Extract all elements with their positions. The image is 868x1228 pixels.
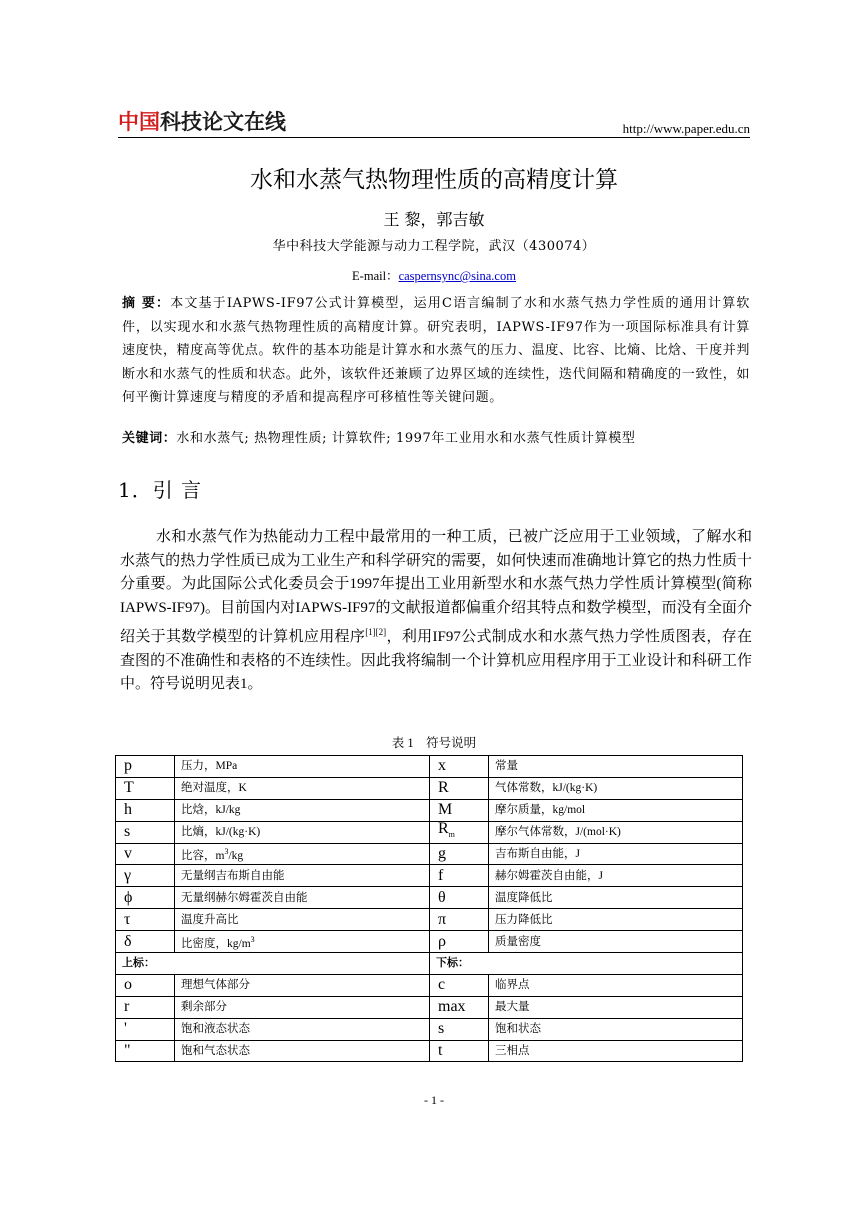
description: 无量纲吉布斯自由能 [181, 869, 285, 882]
symbol-cell [430, 865, 489, 887]
description: 气体常数，kJ/(kg·K) [495, 782, 598, 795]
unit-superscript: 3 [250, 934, 255, 944]
subscript-header-cell [430, 953, 743, 975]
symbol: ' [124, 1020, 127, 1038]
description: 温度升高比 [181, 913, 239, 926]
abstract-label: 摘 要： [122, 296, 171, 311]
symbol-cell [116, 821, 175, 843]
description-cell [175, 799, 430, 821]
table-row [116, 843, 743, 865]
description-cell [489, 865, 743, 887]
abstract [122, 292, 750, 410]
symbol-cell [116, 974, 175, 996]
symbol: R [438, 820, 449, 838]
symbol: τ [124, 910, 131, 928]
table-row [116, 1040, 743, 1062]
symbol: r [124, 998, 130, 1016]
description: 质量密度 [495, 935, 541, 948]
table-row [116, 777, 743, 799]
description: 饱和状态 [495, 1023, 541, 1036]
description-cell [489, 974, 743, 996]
intro-paragraph [120, 526, 752, 697]
description: 饱和气态状态 [181, 1045, 250, 1058]
paper-affiliation: 华中科技大学能源与动力工程学院，武汉（430074） [272, 239, 596, 254]
symbol: o [124, 976, 132, 994]
description-cell [489, 843, 743, 865]
description: 温度降低比 [495, 891, 553, 904]
description-cell [175, 996, 430, 1018]
table-row [116, 821, 743, 843]
description-cell [489, 887, 743, 909]
description-cell [175, 887, 430, 909]
abstract-text: 本文基于IAPWS-IF97公式计算模型，运用C语言编制了水和水蒸气热力学性质的通用计算软件，以实现水和水蒸气热物理性质的高精度计算。研究表明，IAPWS-IF97作为一项国际标准具有计算速度快，精度高等优点。软件的基本功能是计算水和水蒸气的压力、温度、比容、比熵、比焓、干度并判断水和水蒸气的性质和状态。此外，该软件还兼顾了边界区域的连续性，迭代间隔和精确度的一致性，如何平衡计算速度与精度的矛盾和提高程序可移植性等关键问题。 [122, 296, 750, 405]
description-cell [175, 974, 430, 996]
logo-red-text: 中国 [118, 110, 160, 134]
symbol-cell [116, 799, 175, 821]
email-label: E-mail： [352, 269, 399, 283]
superscript-header-label: 上标： [122, 956, 155, 970]
superscript-header-cell [116, 953, 430, 975]
symbol: t [438, 1042, 443, 1060]
header-divider [118, 137, 750, 138]
symbol-cell [430, 909, 489, 931]
symbol: p [124, 757, 132, 775]
description: 比熵，kJ/(kg·K) [181, 826, 261, 839]
symbol-cell [430, 1018, 489, 1040]
description: 饱和液态状态 [181, 1023, 250, 1036]
symbol-cell [430, 974, 489, 996]
symbol-cell [430, 843, 489, 865]
table-row [116, 1018, 743, 1040]
symbol-cell [430, 756, 489, 778]
symbol: s [438, 1020, 445, 1038]
description: 比密度，kg/m [181, 937, 251, 950]
symbol-cell [430, 777, 489, 799]
table-row [116, 865, 743, 887]
description-cell [489, 756, 743, 778]
description: 无量纲赫尔姆霍茨自由能 [181, 891, 308, 904]
symbol-cell [116, 931, 175, 953]
symbol-subscript: m [448, 830, 455, 840]
symbol-cell [430, 799, 489, 821]
symbol-cell [116, 843, 175, 865]
symbol: x [438, 757, 446, 775]
table-row [116, 799, 743, 821]
intro-text-part1: 水和水蒸气作为热能动力工程中最常用的一种工质，已被广泛应用于工业领域，了解水和水蒸气的热力学性质已成为工业生产和科学研究的需要，如何快速而准确地计算它的热力性质十分重要。为此国际公式化委员会于1997年提出工业用新型水和水蒸气热力学性质计算模型(简称IAPWS-IF97)。目前国内对IAPWS-IF97的文献报道都偏重介绍其特点和数学模型，而没有全面介绍关于其数学模型的计算机应用程序 [120, 529, 752, 645]
symbol: s [124, 823, 131, 841]
journal-logo [118, 110, 286, 134]
symbol-cell [116, 777, 175, 799]
description: 临界点 [495, 979, 530, 992]
description: 摩尔气体常数，J/(mol·K) [495, 826, 621, 839]
description: 压力，MPa [181, 760, 238, 773]
table-row [116, 756, 743, 778]
symbol: " [124, 1042, 131, 1060]
description-cell [489, 996, 743, 1018]
unit-tail: /kg [228, 849, 244, 862]
description-cell [175, 821, 430, 843]
section-heading: 1．引 言 [118, 478, 203, 502]
email-link[interactable]: caspernsync@sina.com [398, 269, 516, 283]
symbol-cell [430, 996, 489, 1018]
symbol-cell [116, 887, 175, 909]
symbol: T [124, 779, 134, 797]
description-cell [175, 843, 430, 865]
keywords-text: 水和水蒸气; 热物理性质; 计算软件; 1997年工业用水和水蒸气性质计算模型 [176, 431, 636, 446]
description: 吉布斯自由能，J [495, 848, 580, 860]
description: 理想气体部分 [181, 979, 250, 992]
symbol: π [438, 910, 447, 928]
symbol: ρ [438, 932, 446, 950]
symbol-cell [116, 1040, 175, 1062]
symbol-cell [430, 931, 489, 953]
table-row [116, 953, 743, 975]
description: 三相点 [495, 1045, 530, 1058]
symbol-cell [116, 756, 175, 778]
description-cell [175, 931, 430, 953]
table-row [116, 974, 743, 996]
author-email [0, 266, 868, 284]
symbol: δ [124, 932, 132, 950]
description-cell [175, 1040, 430, 1062]
keywords [122, 427, 750, 446]
description: 摩尔质量，kg/mol [495, 804, 586, 817]
table-caption: 表 1 符号说明 [391, 736, 477, 750]
table-row [116, 996, 743, 1018]
symbol: f [438, 866, 444, 884]
header-url[interactable]: http://www.paper.edu.cn [622, 121, 750, 136]
symbol-cell [430, 887, 489, 909]
description: 常量 [495, 760, 518, 773]
symbol-table [115, 755, 743, 1062]
table-row [116, 887, 743, 909]
symbol: c [438, 976, 446, 994]
symbol: R [438, 779, 449, 797]
description: 最大量 [495, 1001, 530, 1014]
description-cell [175, 909, 430, 931]
intro-text-part2: ，利用IF97公式制成水和水蒸气热力学性质图表，存在查图的不准确性和表格的不连续性。因此我将编制一个计算机应用程序用于工业设计和科研工作中。符号说明见表1。 [120, 628, 752, 693]
table-row [116, 909, 743, 931]
keywords-label: 关键词： [122, 431, 177, 446]
symbol: v [124, 845, 132, 862]
description-cell [489, 777, 743, 799]
citation-ref[interactable]: [1][2] [365, 626, 387, 637]
description: 剩余部分 [181, 1001, 227, 1014]
description-cell [489, 799, 743, 821]
symbol-cell [116, 865, 175, 887]
paper-title: 水和水蒸气热物理性质的高精度计算 [250, 167, 618, 193]
description-cell [489, 931, 743, 953]
description-cell [175, 756, 430, 778]
symbol: g [438, 845, 446, 862]
page-number: - 1 - [424, 1093, 444, 1107]
symbol-cell [116, 1018, 175, 1040]
paper-authors: 王 黎，郭吉敏 [383, 210, 485, 229]
description-cell [489, 1040, 743, 1062]
description: 比容，m [181, 849, 225, 862]
symbol-cell [116, 909, 175, 931]
symbol-cell [430, 821, 489, 843]
description-cell [489, 821, 743, 843]
symbol-cell [430, 1040, 489, 1062]
description-cell [175, 777, 430, 799]
symbol: ϕ [124, 888, 133, 906]
unit-superscript: 3 [224, 847, 229, 857]
symbol-table-body [116, 756, 743, 1062]
symbol: θ [438, 888, 446, 906]
description: 比焓，kJ/kg [181, 804, 241, 817]
subscript-header-label: 下标： [436, 956, 469, 970]
description-cell [175, 865, 430, 887]
symbol: γ [124, 866, 132, 884]
symbol-cell [116, 996, 175, 1018]
logo-dark-text: 科技论文在线 [160, 110, 286, 134]
description-cell [489, 1018, 743, 1040]
description: 压力降低比 [495, 913, 553, 926]
symbol: M [438, 801, 453, 819]
symbol: h [124, 801, 132, 819]
description-cell [175, 1018, 430, 1040]
description: 绝对温度，K [181, 782, 247, 795]
table-row [116, 931, 743, 953]
description-cell [489, 909, 743, 931]
description: 赫尔姆霍茨自由能，J [495, 869, 603, 882]
symbol: max [438, 998, 466, 1016]
